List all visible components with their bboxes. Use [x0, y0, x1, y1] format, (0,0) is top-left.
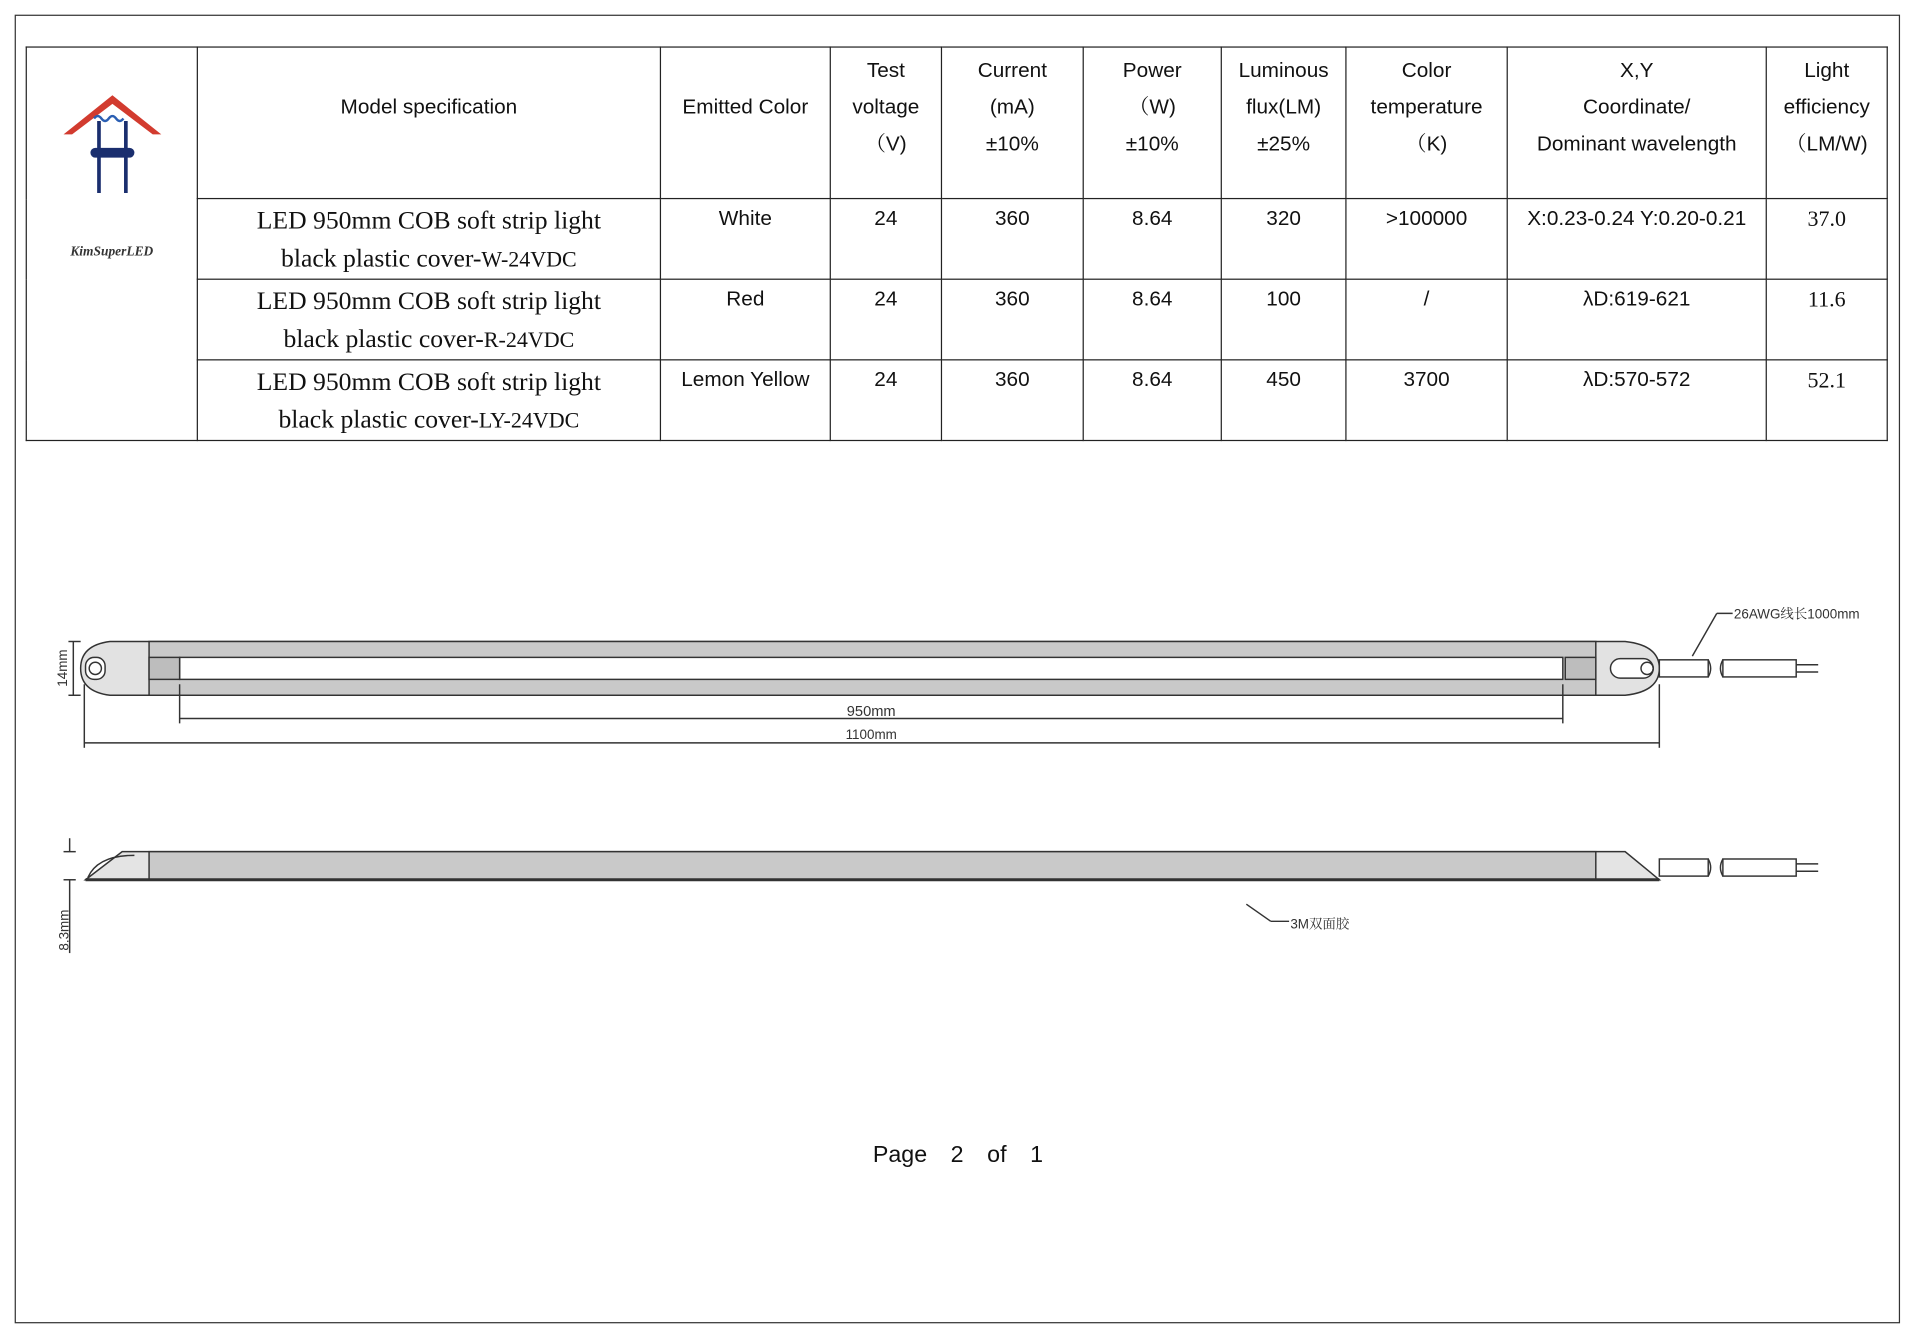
cell-current: 360	[941, 360, 1083, 441]
cell-temperature: 3700	[1346, 360, 1507, 441]
total-length-label: 1100mm	[845, 727, 897, 743]
cell-coordinate: X:0.23-0.24 Y:0.20-0.21	[1507, 199, 1766, 280]
header-temperature: Color temperature （K)	[1346, 47, 1507, 199]
cell-flux: 450	[1221, 360, 1346, 441]
cell-current: 360	[941, 279, 1083, 360]
page-total: 1	[1030, 1142, 1044, 1169]
header-color: Emitted Color	[660, 47, 830, 199]
cell-power: 8.64	[1083, 279, 1221, 360]
cell-flux: 100	[1221, 279, 1346, 360]
of-word: of	[987, 1142, 1007, 1169]
table-row	[26, 199, 1887, 280]
width-dimension-label: 14mm	[55, 649, 71, 687]
cell-color: White	[660, 199, 830, 280]
technical-drawing	[0, 489, 1916, 1002]
inner-length-label: 950mm	[846, 704, 896, 721]
cell-efficiency: 11.6	[1766, 279, 1887, 360]
header-power: Power （W) ±10%	[1083, 47, 1221, 199]
cell-coordinate: λD:570-572	[1507, 360, 1766, 441]
cell-power: 8.64	[1083, 360, 1221, 441]
cell-power: 8.64	[1083, 199, 1221, 280]
cell-voltage: 24	[830, 360, 941, 441]
top-view	[55, 605, 1859, 748]
wire-label: 26AWG线长1000mm	[1733, 606, 1860, 622]
cell-voltage: 24	[830, 199, 941, 280]
page-word: Page	[872, 1142, 928, 1169]
cell-efficiency: 52.1	[1766, 360, 1887, 441]
cell-flux: 320	[1221, 199, 1346, 280]
header-flux: Luminous flux(LM) ±25%	[1221, 47, 1346, 199]
logo-text: KimSuperLED	[70, 244, 154, 260]
header-voltage: Test voltage （V)	[830, 47, 941, 199]
header-model: Model specification	[197, 47, 660, 199]
kimsuperled-logo-icon	[57, 89, 167, 236]
logo-cell	[26, 47, 197, 440]
spec-table	[26, 46, 1888, 441]
cell-model: LED 950mm COB soft strip light black plastic cover-R-24VDC	[197, 279, 660, 360]
table-row	[26, 360, 1887, 441]
header-coordinate: X,Y Coordinate/ Dominant wavelength	[1507, 47, 1766, 199]
header-current: Current (mA) ±10%	[941, 47, 1083, 199]
cell-efficiency: 37.0	[1766, 199, 1887, 280]
cell-temperature: /	[1346, 279, 1507, 360]
cell-color: Lemon Yellow	[660, 360, 830, 441]
header-efficiency: Light efficiency （LM/W)	[1766, 47, 1887, 199]
cell-current: 360	[941, 199, 1083, 280]
cell-color: Red	[660, 279, 830, 360]
cell-coordinate: λD:619-621	[1507, 279, 1766, 360]
tape-label: 3M双面胶	[1290, 916, 1350, 932]
cell-voltage: 24	[830, 279, 941, 360]
table-row	[26, 279, 1887, 360]
side-view	[56, 838, 1818, 953]
cell-model: LED 950mm COB soft strip light black plastic cover-W-24VDC	[197, 199, 660, 280]
cell-model: LED 950mm COB soft strip light black plastic cover-LY-24VDC	[197, 360, 660, 441]
height-dimension-label: 8.3mm	[56, 909, 72, 951]
table-header-row	[26, 47, 1887, 199]
page-footer	[0, 1142, 1916, 1169]
cell-temperature: >100000	[1346, 199, 1507, 280]
page-number: 2	[950, 1142, 964, 1169]
